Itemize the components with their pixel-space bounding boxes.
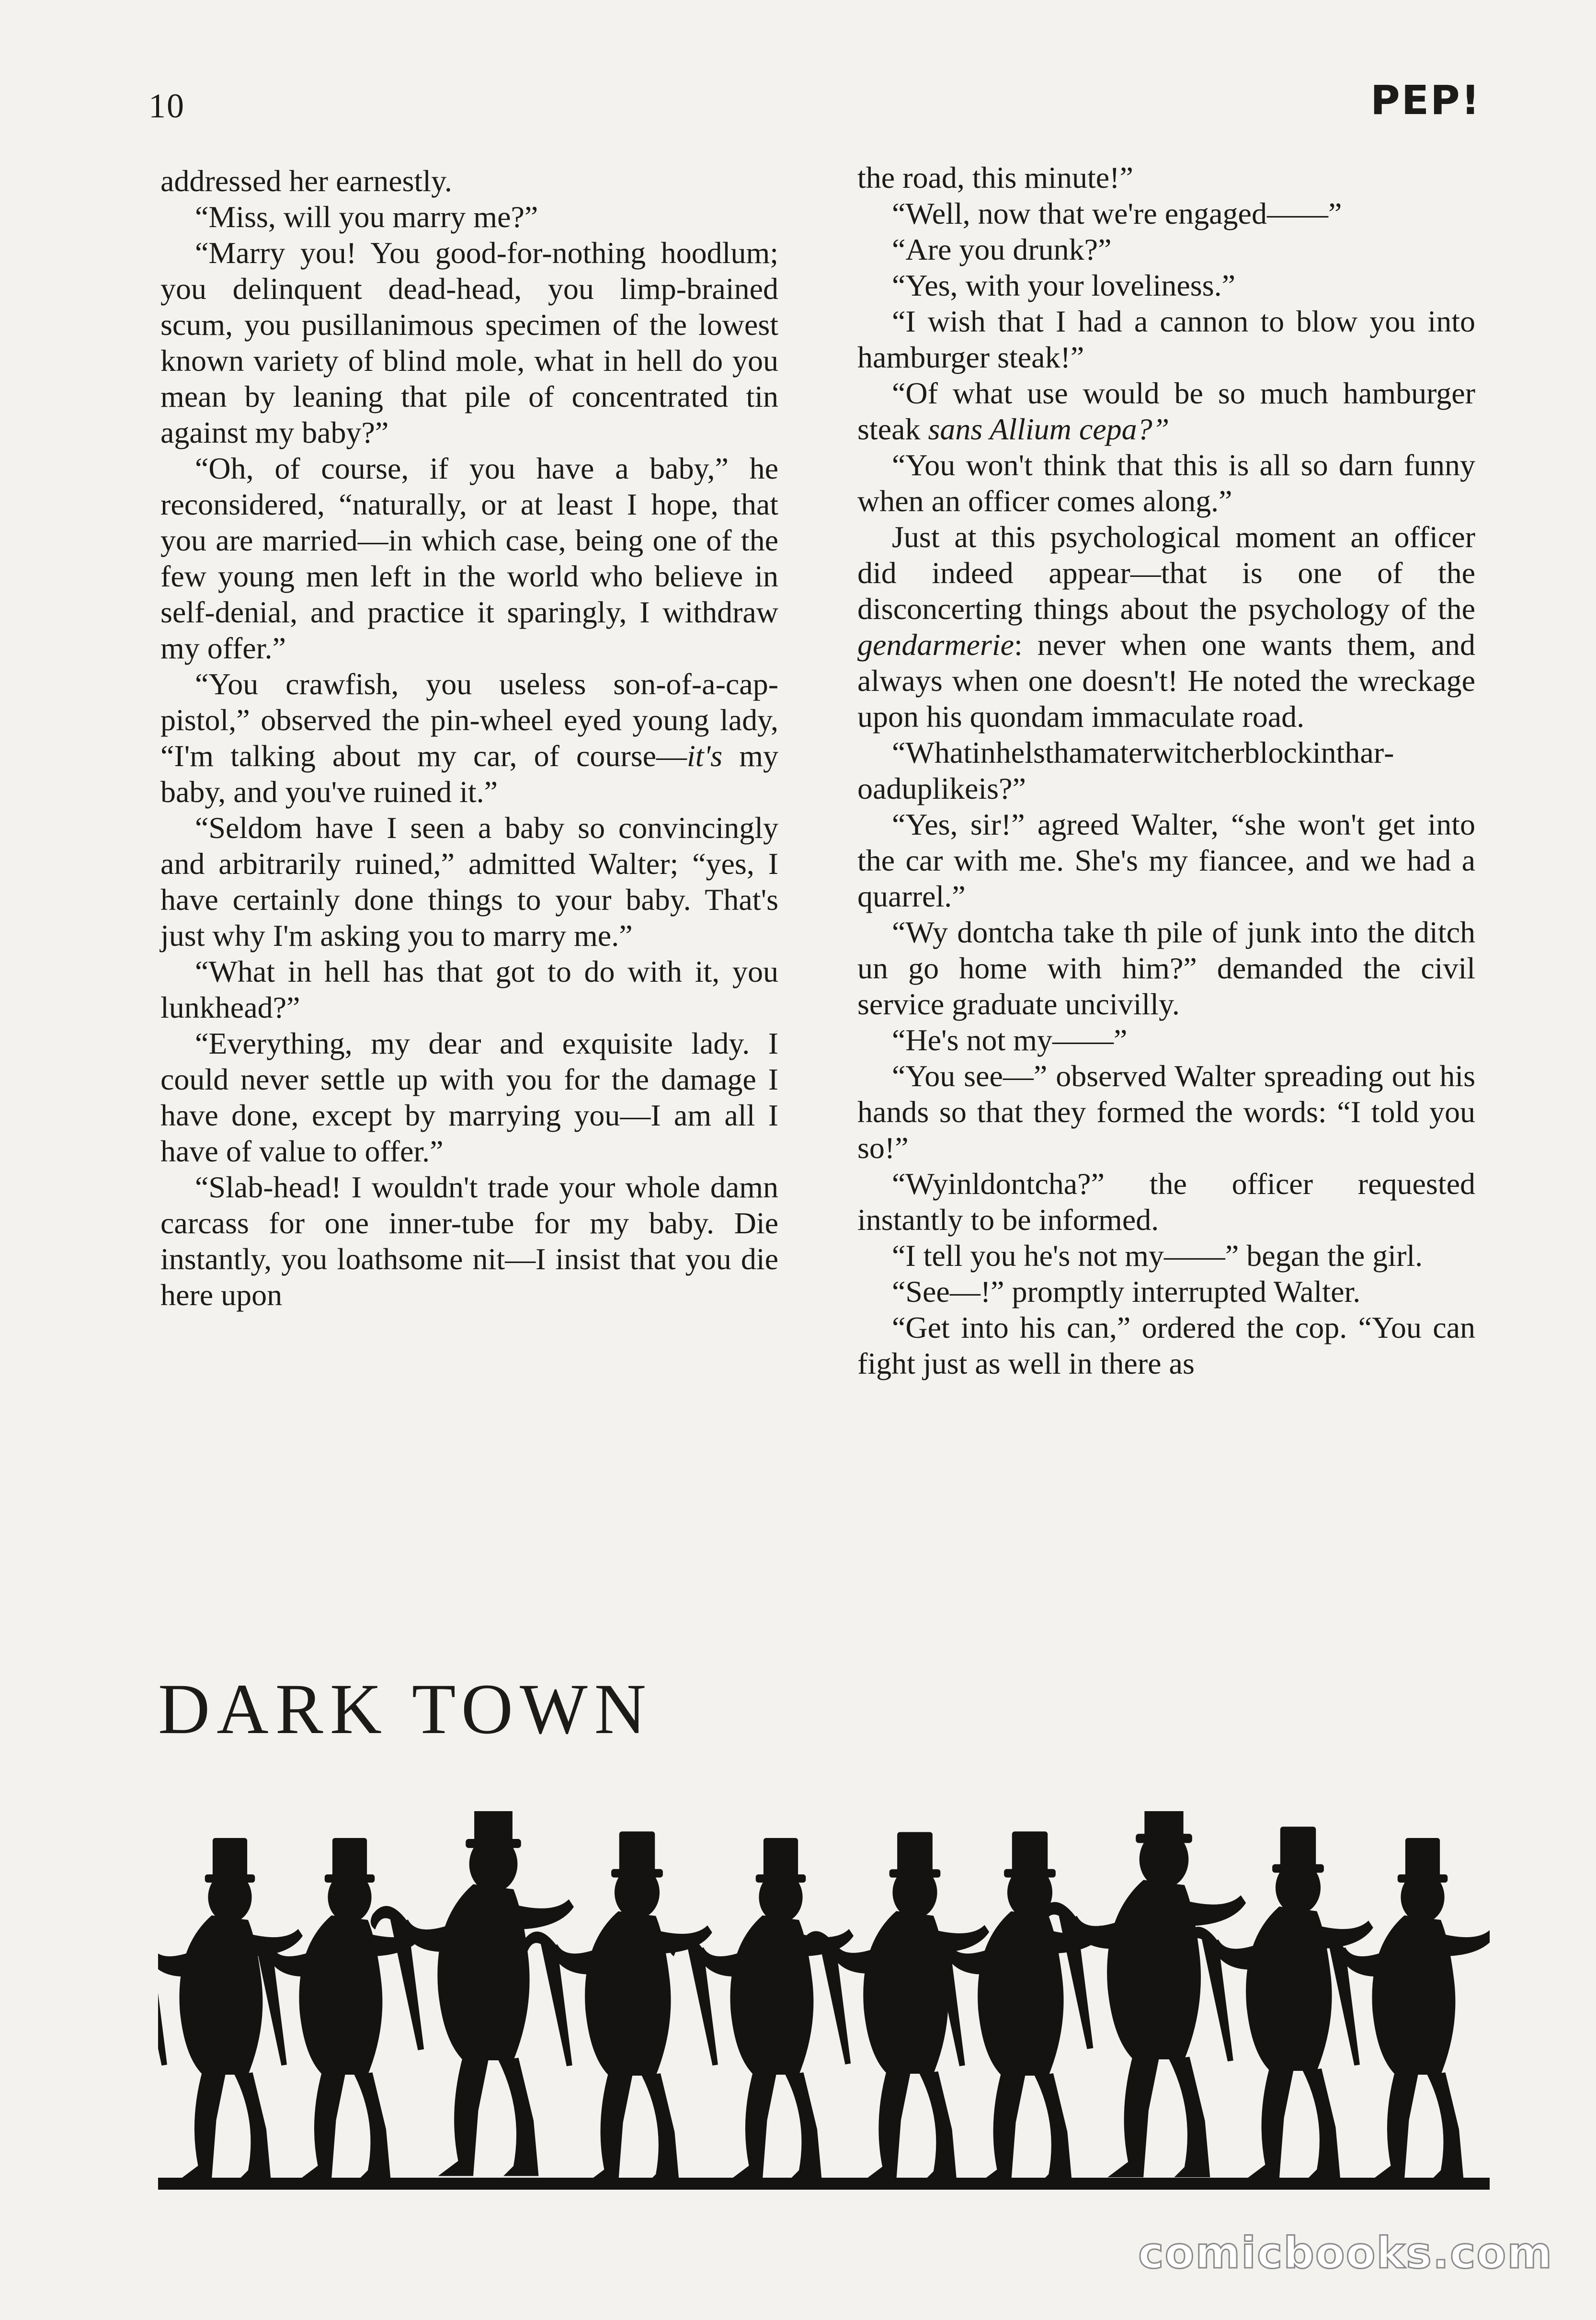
- emphasis: it's: [687, 739, 723, 773]
- paragraph: “Oh, of course, if you have a baby,” he reconsidered, “naturally, or at least I hope, that you are married—in which case, being one of the few young men left in the world who believe in self-denial, and practice it sparingly, I withdraw my offer.”: [160, 451, 778, 665]
- paragraph: “You won't think that this is all so darn funny when an officer comes along.”: [857, 448, 1475, 518]
- text-run: Just at this psychological moment an officer did indeed appear—that is one of the disconcerting things about the psychology of the: [857, 520, 1475, 626]
- magazine-title: PEP!: [1370, 77, 1481, 124]
- paragraph: “I wish that I had a cannon to blow you into hamburger steak!”: [857, 304, 1475, 374]
- paragraph: [857, 519, 1475, 735]
- paragraph: “Marry you! You good-for-nothing hoodlum; you delinquent dead-head, you limp-brained scum, you pusillanimous specimen of the lowest known variety of blind mole, what in hell do you mean by leaning that pile of concentrated tin against my baby?”: [160, 236, 778, 449]
- left-text-column: [160, 163, 778, 1313]
- paragraph: “You see—” observed Walter spreading out his hands so that they formed the words: “I told you so!”: [857, 1059, 1475, 1165]
- watermark: comicbooks.com: [1138, 2228, 1553, 2278]
- paragraph: the road, this minute!”: [857, 161, 1133, 195]
- text-run: “You crawfish, you useless son-of-a-cap-pistol,” observed the pin-wheel eyed young lady, “I'm talking about my car, of course—: [160, 667, 778, 773]
- text-run: my baby, and you've ruined it.”: [160, 739, 779, 809]
- paragraph: “Seldom have I seen a baby so convincingly and arbitrarily ruined,” admitted Walter; “yes, I have certainly done things to your baby. That's just why I'm asking you to marry me.”: [160, 811, 778, 953]
- paragraph: “Yes, sir!” agreed Walter, “she won't get into the car with me. She's my fiancee, and we had a quarrel.”: [857, 807, 1475, 913]
- text-run: “Of what use would be so much hamburger steak: [857, 376, 1475, 446]
- paragraph: “Are you drunk?”: [892, 232, 1112, 266]
- paragraph: [160, 666, 778, 810]
- paragraph: “Get into his can,” ordered the cop. “You can fight just as well in there as: [857, 1310, 1475, 1380]
- text-run: : never when one wants them, and always when one doesn't! He noted the wreckage upon his quondam immaculate road.: [857, 628, 1475, 734]
- paragraph: “Whatinhelsthamaterwitcherblockintharoaduplikeis?”: [857, 735, 1394, 805]
- section-title: DARK TOWN: [158, 1669, 653, 1749]
- emphasis: gendarmerie: [857, 628, 1015, 662]
- paragraph: “Wy dontcha take th pile of junk into the ditch un go home with him?” demanded the civil service graduate uncivilly.: [857, 915, 1475, 1021]
- paragraph: “Miss, will you marry me?”: [195, 200, 538, 234]
- paragraph: “I tell you he's not my——” began the girl.: [892, 1239, 1423, 1273]
- right-text-column: [857, 160, 1475, 1381]
- dancing-figures-silhouette: [158, 1811, 1490, 2190]
- paragraph: “Wyinldontcha?” the officer requested instantly to be informed.: [857, 1167, 1475, 1237]
- paragraph: [857, 375, 1475, 447]
- emphasis: sans Allium cepa?”: [928, 412, 1170, 446]
- paragraph: addressed her earnestly.: [160, 164, 452, 198]
- paragraph: “See—!” promptly interrupted Walter.: [892, 1275, 1361, 1309]
- paragraph: “What in hell has that got to do with it, you lunkhead?”: [160, 954, 778, 1024]
- paragraph: “Slab-head! I wouldn't trade your whole damn carcass for one inner-tube for my baby. Die instantly, you loathsome nit—I insist that you die here upon: [160, 1170, 778, 1312]
- paragraph: “Yes, with your loveliness.”: [892, 268, 1235, 302]
- paragraph: “Well, now that we're engaged——”: [892, 196, 1342, 230]
- paragraph: “He's not my——”: [892, 1023, 1128, 1057]
- paragraph: “Everything, my dear and exquisite lady. I could never settle up with you for the damage I have done, except by marrying you—I am all I have of value to offer.”: [160, 1026, 778, 1168]
- page-number: 10: [148, 87, 185, 125]
